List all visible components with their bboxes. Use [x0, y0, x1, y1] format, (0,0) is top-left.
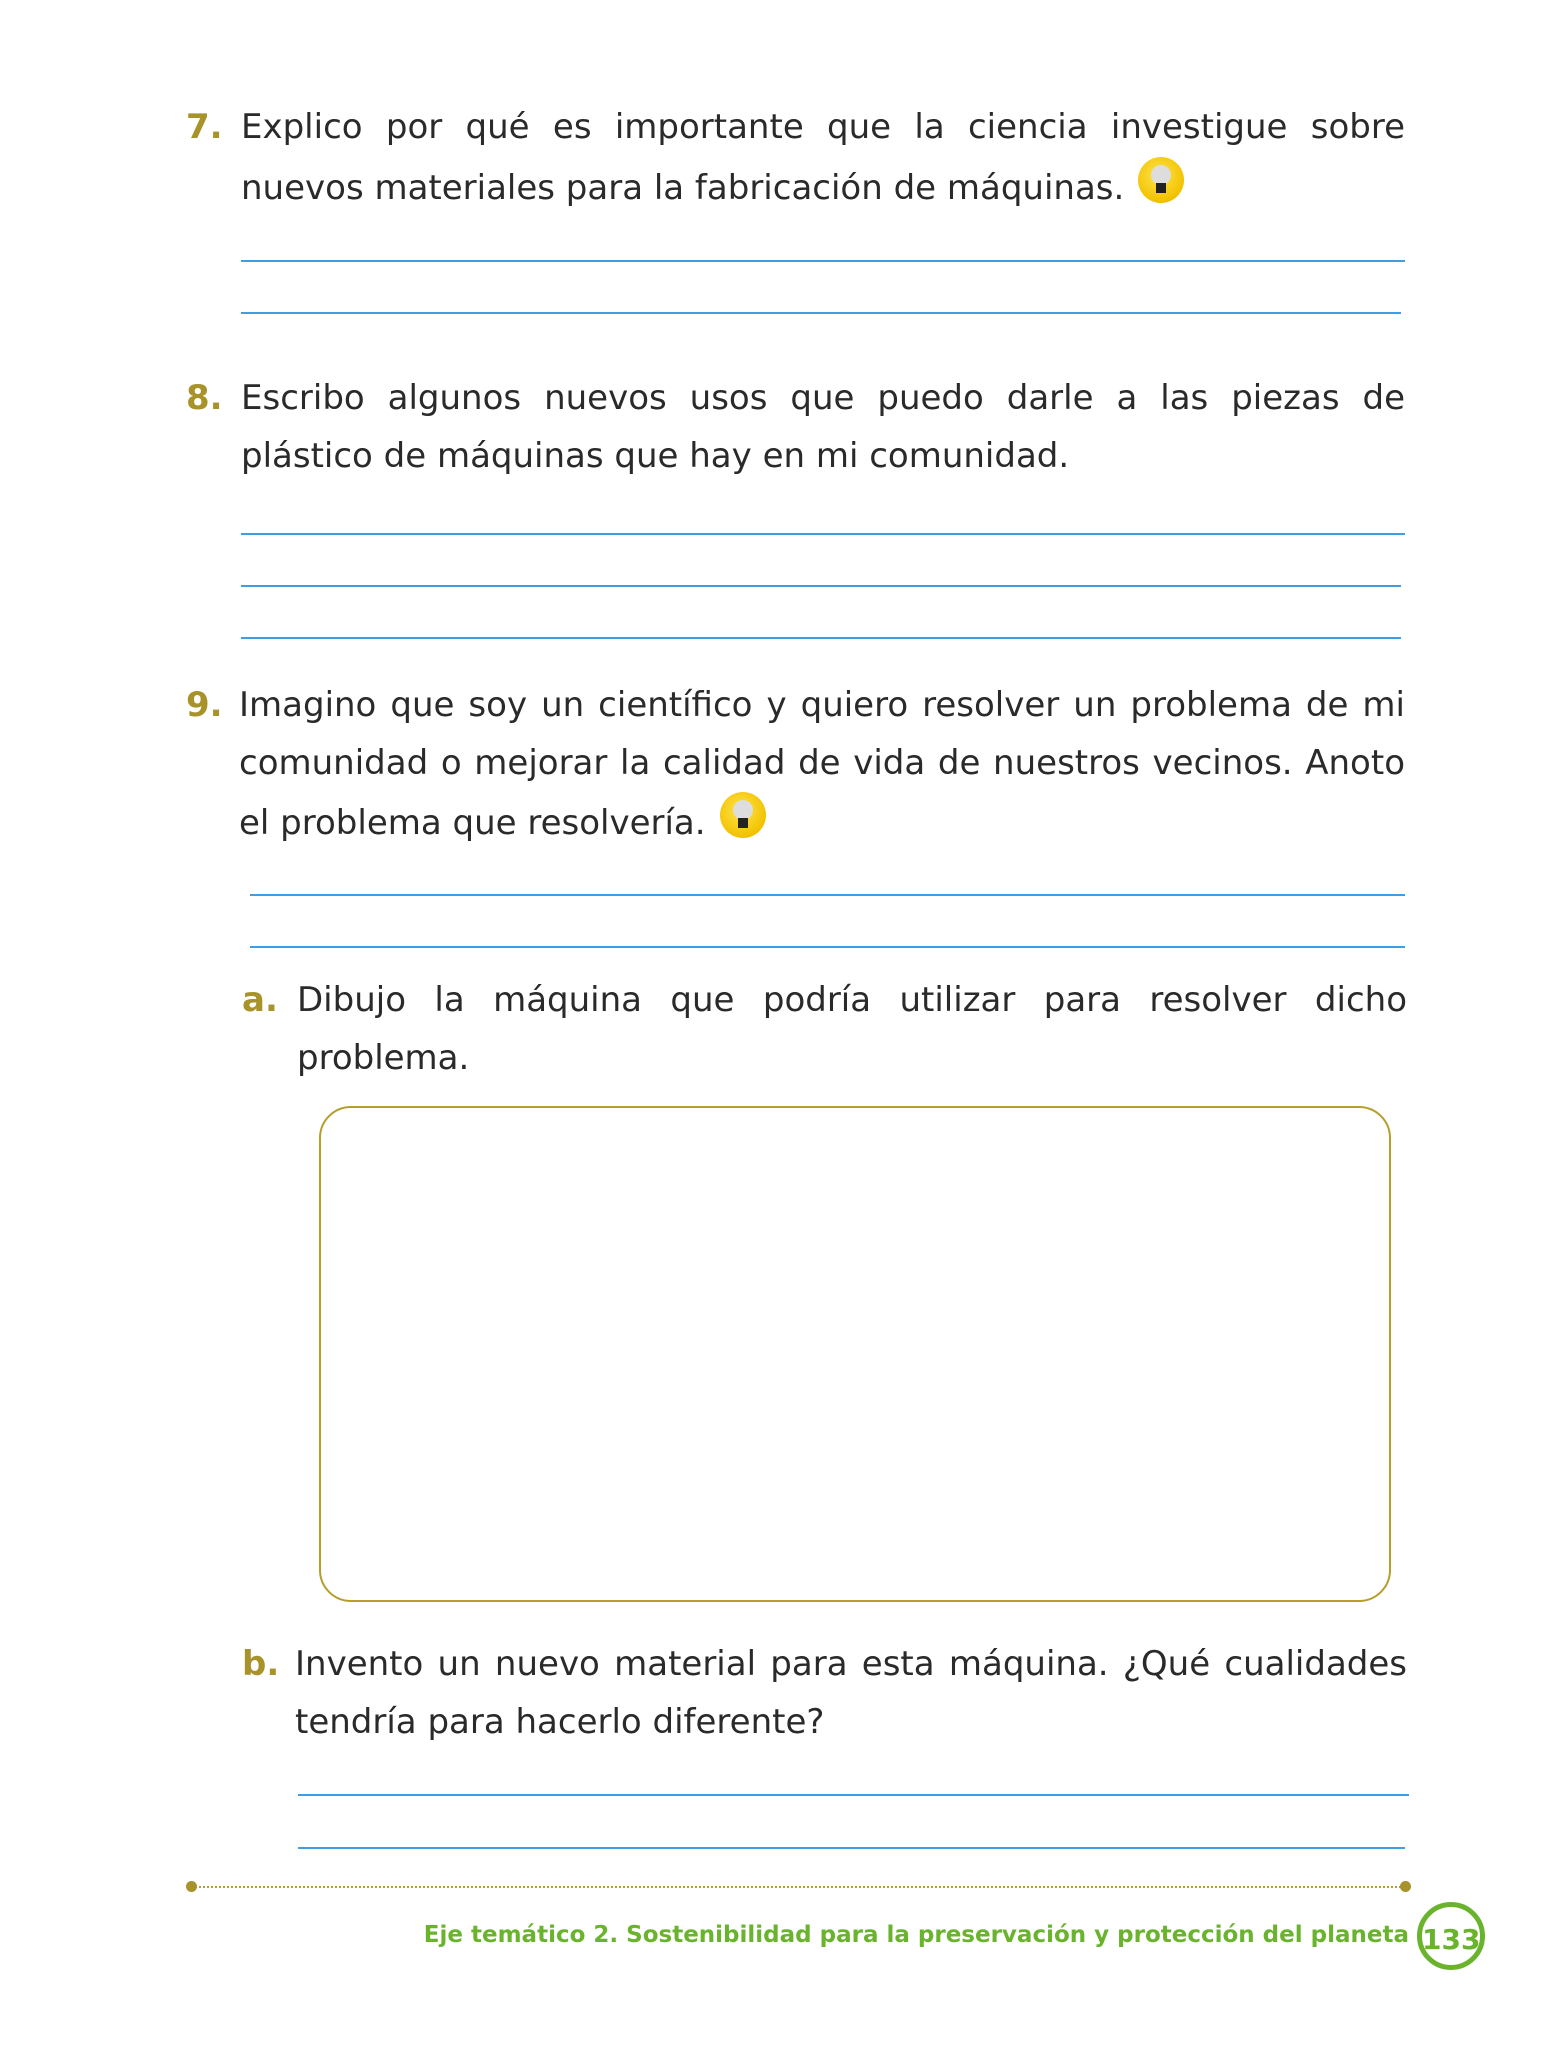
- lightbulb-icon: [720, 792, 766, 838]
- footer-divider: [192, 1886, 1404, 1888]
- footer-section-title: Eje temático 2. Sostenibilidad para la preservación y protección del planeta: [423, 1922, 1409, 1948]
- question-8-text: Escribo algunos nuevos usos que puedo darle a las piezas de plástico de máquinas que hay en mi comunidad.: [241, 378, 1405, 476]
- subquestion-a-text: Dibujo la máquina que podría utilizar para resolver dicho problema.: [297, 980, 1407, 1078]
- drawing-area[interactable]: [319, 1106, 1391, 1602]
- question-9-number: 9.: [186, 685, 223, 725]
- question-9-text: [239, 677, 1405, 853]
- answer-line[interactable]: [241, 312, 1401, 314]
- answer-line[interactable]: [298, 1794, 1409, 1796]
- answer-line[interactable]: [241, 637, 1401, 639]
- divider-dot: [186, 1881, 197, 1892]
- question-9-label: Imagino que soy un científico y quiero resolver un problema de mi comunidad o mejorar la calidad de vida de nuestros vecinos. Anoto el problema que resolvería.: [239, 685, 1405, 843]
- answer-line[interactable]: [241, 533, 1405, 535]
- question-8-number: 8.: [186, 378, 223, 418]
- answer-line[interactable]: [241, 260, 1405, 262]
- answer-line[interactable]: [241, 585, 1401, 587]
- answer-line[interactable]: [250, 894, 1405, 896]
- question-7-label: Explico por qué es importante que la ciencia investigue sobre nuevos materiales para la fabricación de máquinas.: [241, 107, 1405, 208]
- subquestion-b-text: Invento un nuevo material para esta máquina. ¿Qué cualidades tendría para hacerlo diferente?: [295, 1644, 1407, 1742]
- answer-line[interactable]: [250, 946, 1405, 948]
- question-7-number: 7.: [186, 107, 223, 147]
- lightbulb-icon: [1138, 157, 1184, 203]
- question-7-text: [241, 99, 1405, 217]
- subquestion-a-letter: a.: [242, 980, 278, 1020]
- answer-line[interactable]: [298, 1847, 1405, 1849]
- divider-dot: [1400, 1881, 1411, 1892]
- page-number: 133: [1417, 1902, 1485, 1970]
- subquestion-b-letter: b.: [242, 1644, 280, 1684]
